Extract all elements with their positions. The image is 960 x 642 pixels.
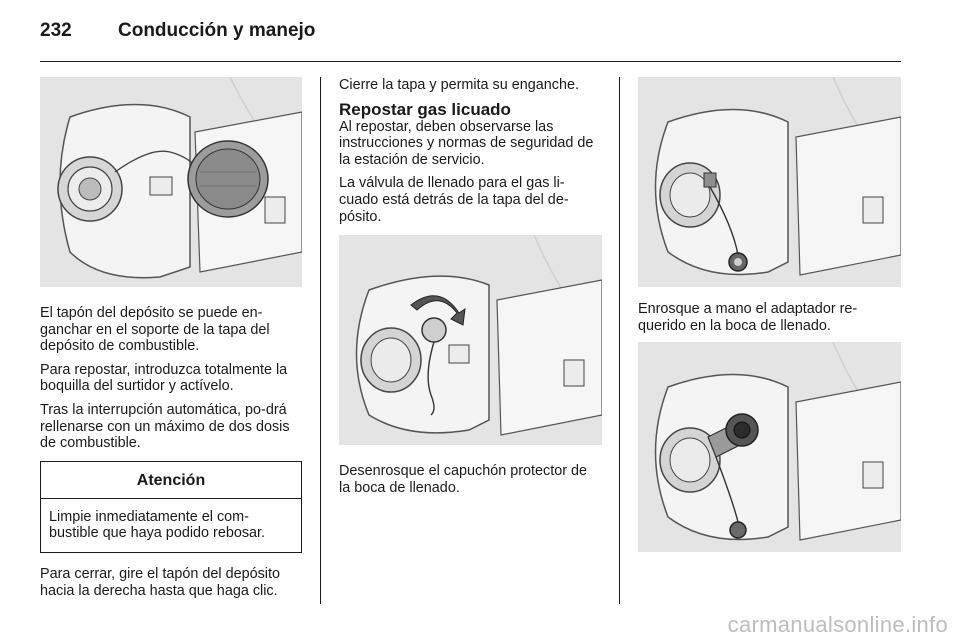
column-3 — [638, 77, 901, 552]
lpg-valve-illustration — [638, 77, 901, 287]
caution-text: Limpie inmediatamente el com-bustible que haya podido rebosar. — [49, 508, 266, 542]
column-1 — [40, 77, 302, 606]
fuel-cap-hanging-illustration — [40, 77, 302, 287]
caution-title: Atención — [41, 462, 301, 499]
lpg-adapter-illustration — [638, 342, 901, 552]
lpg-cap-unscrew-illustration — [339, 235, 602, 445]
paragraph: Cierre la tapa y permita su enganche. — [339, 77, 579, 93]
paragraph: Para repostar, introduzca totalmente la boquilla del surtidor y actívelo. — [40, 361, 288, 395]
column-divider-1 — [320, 77, 321, 604]
paragraph: Desenrosque el capuchón protector de la boca de llenado. — [339, 463, 587, 496]
paragraph: Al repostar, deben observarse las instrucciones y normas de seguridad de la estación de servicio. — [339, 118, 594, 168]
column-divider-2 — [619, 77, 620, 604]
paragraph: Para cerrar, gire el tapón del depósito hacia la derecha hasta que haga clic. — [40, 565, 280, 599]
column-2 — [339, 77, 602, 503]
paragraph: Enrosque a mano el adaptador re-querido en la boca de llenado. — [638, 301, 858, 334]
page-header — [40, 20, 315, 50]
header-rule — [40, 61, 901, 62]
section-heading: Repostar gas licuado — [339, 99, 511, 119]
caution-notice-box — [40, 461, 302, 553]
paragraph: La válvula de llenado para el gas li-cuado está detrás de la tapa del de-pósito. — [339, 175, 569, 225]
page-number: 232 — [40, 20, 72, 41]
chapter-title: Conducción y manejo — [118, 20, 316, 41]
watermark: carmanualsonline.info — [727, 612, 948, 637]
paragraph: El tapón del depósito se puede en-ganchar en el soporte de la tapa del depósito de combustible. — [40, 305, 270, 355]
paragraph: Tras la interrupción automática, po-drá rellenarse con un máximo de dos dosis de combustible. — [40, 401, 290, 452]
